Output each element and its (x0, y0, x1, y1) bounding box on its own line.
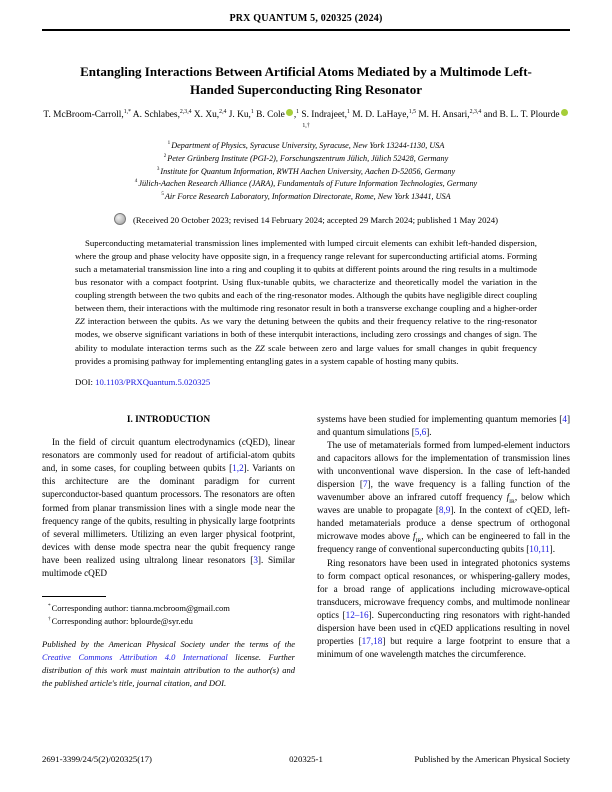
doi-link[interactable]: 10.1103/PRXQuantum.5.020325 (95, 376, 211, 387)
email-link[interactable]: tianna.mcbroom@gmail.com (130, 602, 230, 613)
footer-page-number: 020325-1 (289, 754, 323, 764)
footer-publisher: Published by the American Physical Society (414, 754, 570, 764)
author-list: T. McBroom-Carroll,$^{1,*}$ A. Schlabes,$^{2,3,4}$ X. Xu,$^{2,4}$ J. Ku,$^1$ B. Cole ,$^1$ S. Indrajeet,$^1$ M. D. LaHaye,$^{1,5}$ M. H. Ansari,$^{2,3,4}$ and B. L. T. Plourde$^{1,\dagger}$ (42, 108, 570, 136)
author-superscript: 1,† (302, 122, 310, 129)
math-base: f (412, 531, 416, 542)
citation-link[interactable]: 10,11 (529, 544, 550, 555)
author-superscript: 1 (346, 108, 350, 115)
citation-link[interactable]: 5,6 (414, 426, 427, 437)
citation-link[interactable]: 7 (362, 479, 368, 490)
citation-link[interactable]: 3 (253, 554, 258, 565)
page-footer (42, 754, 570, 764)
affiliation-number: 3 (156, 165, 160, 172)
math-subscript: IR (509, 499, 515, 506)
text-link[interactable]: Creative Commons Attribution 4.0 International (42, 652, 228, 663)
body-paragraph-ring-resonators: Ring resonators have been used in integrated photonics systems to form compact optical resonances, or whispering-gallery modes, for a broad range of applications including microwave-optical transducers, microwave frequency combs, and multimode nonlinear optics [12–16]. Superconducting ring resonators with right-handed dispersion have been used in cQED applications resulting in novel properties [17,18] but require a large footprint to ensure that a minimum of one wavelength matches the circumference. (317, 557, 570, 659)
intro-paragraph: In the field of circuit quantum electrodynamics (cQED), linear resonators are commonly used for readout of artificial-atom qubits and, in some cases, for coupling between qubits [1,2]. Variants on this architecture are the dominant paradigm for current superconductor-based quantum processors. The resonators are often formed from planar transmission lines with a single mode near the frequency range of the qubits, resulting in physically large footprints of several millimeters. Utilizing an even larger physical footprint, devices with dense mode spectra near the qubit frequency range have been realized using ultralong linear resonators [3]. Similar multimode cQED (42, 437, 295, 578)
math-symbol (412, 531, 422, 545)
footer-issn: 2691-3399/24/5(2)/020325(17) (42, 754, 152, 764)
footnote-block (42, 596, 295, 690)
received-line (42, 213, 570, 225)
affiliation-number: 2 (163, 153, 167, 160)
footnote-star (42, 602, 295, 615)
citation-link[interactable]: 12–16 (345, 609, 369, 620)
license-notice: Published by the American Physical Society under the terms of the Creative Commons Attribution 4.0 International license. Further distribution of this work must maintain attribution to the author(s) and the published article's title, journal citation, and DOI. (42, 639, 295, 688)
italic-text: ZZ (255, 342, 265, 353)
journal-header-text: PRX QUANTUM 5, 020325 (2024) (229, 13, 383, 24)
email-link[interactable]: bplourde@syr.edu (130, 615, 193, 626)
journal-header (42, 0, 570, 31)
citation-link[interactable]: 8,9 (438, 505, 451, 516)
citation-link[interactable]: 17,18 (361, 635, 383, 646)
citation-link[interactable]: 4 (562, 413, 567, 424)
left-column (42, 413, 295, 690)
italic-text: ZZ (75, 316, 85, 327)
affiliation-1 (42, 140, 570, 153)
affiliation-text: Jülich-Aachen Research Alliance (JARA), Fundamentals of Future Information Technologies, Germany (138, 179, 478, 189)
author-superscript: 1 (296, 108, 300, 115)
footnote-rule (42, 596, 106, 597)
affiliation-text: Institute for Quantum Information, RWTH Aachen University, Aachen D-52056, Germany (160, 166, 456, 176)
header-rule (42, 29, 570, 31)
author-superscript: 2,3,4 (469, 108, 482, 115)
body-paragraph-continuation: systems have been studied for implementing quantum memories [4] and quantum simulations [5,6]. (317, 413, 570, 437)
orcid-icon[interactable] (286, 109, 293, 116)
footnote-text: Corresponding author: (51, 615, 131, 626)
footnote-dagger (42, 615, 295, 628)
math-base: f (506, 492, 510, 503)
section-heading-introduction: I. INTRODUCTION (126, 414, 211, 425)
abstract-paragraph: Superconducting metamaterial transmission lines implemented with lumped circuit elements can exhibit left-handed dispersion, where the group and phase velocity have opposite sign, in a frequency range relevant for superconducting artificial atoms. Forming such a metamaterial transmission line into a ring and coupling it to qubits at different points around the ring results in a multimode bus resonator with a compact footprint. Using flux-tunable qubits, we characterize and theoretically model the variation in the coupling strength between the two qubits and each of the ring-resonator modes. Although the qubits have negligible direct coupling between them, their interactions with the multimode ring resonator result in both a transverse exchange coupling and a higher-order ZZ interaction between the qubits. As we vary the detuning between the qubits and their frequency relative to the ring-resonator modes, we observe significant variations in both of these interqubit interactions, including zero crossings and changes of sign. The ability to modulate interaction terms such as the ZZ scale between zero and large values for small changes in qubit frequency provides a promising pathway for implementing entangling gates in a system capable of hosting many qubits. (75, 237, 537, 366)
citation-link[interactable]: 1,2 (232, 463, 244, 474)
right-column (317, 413, 570, 690)
affiliation-text: Peter Grünberg Institute (PGI-2), Forschungszentrum Jülich, Jülich 52428, Germany (167, 153, 449, 163)
math-subscript: IR (415, 538, 422, 545)
doi-line (75, 377, 537, 387)
affiliation-list (42, 140, 570, 204)
affiliation-number: 1 (167, 140, 171, 147)
orcid-icon[interactable] (561, 109, 568, 116)
affiliation-5 (42, 191, 570, 204)
affiliation-3 (42, 166, 570, 179)
author-superscript: 1,5 (408, 108, 416, 115)
affiliation-number: 4 (134, 178, 138, 185)
footnote-text: Corresponding author: (51, 602, 131, 613)
author-superscript: 2,3,4 (179, 108, 192, 115)
affiliation-text: Department of Physics, Syracuse University, Syracuse, New York 13244-1130, USA (171, 141, 445, 151)
math-symbol (506, 492, 515, 506)
crossmark-icon[interactable] (114, 213, 126, 225)
affiliation-2 (42, 153, 570, 166)
footnote-marker-dagger: † (48, 615, 51, 622)
paper-title: Entangling Interactions Between Artificial Atoms Mediated by a Multimode Left-Handed Superconducting Ring Resonator (80, 64, 532, 97)
author-superscript: 2,4 (219, 108, 227, 115)
received-text: (Received 20 October 2023; revised 14 February 2024; accepted 29 March 2024; published 1 May 2024) (132, 214, 499, 225)
footnote-marker-star: * (48, 603, 51, 610)
author-superscript: 1 (250, 108, 254, 115)
affiliation-number: 5 (161, 191, 164, 198)
affiliation-4 (42, 178, 570, 191)
body-paragraph-metamaterials: The use of metamaterials formed from lumped-element inductors and capacitors allows for the implementation of transmission lines with unconventional wave dispersion. In the case of left-handed dispersion [7], the wave frequency is a falling function of the wavenumber above an infrared cutoff frequency $f_{IR}$, below which waves are unable to propagate [8,9]. In the context of cQED, left-handed metamaterials produce a dense spectrum of orthogonal microwave modes above $f_{IR}$, which can be engineered to fall in the frequency range of conventional superconducting qubits [10,11]. (317, 439, 570, 555)
doi-label: DOI: (75, 376, 96, 387)
affiliation-text: Air Force Research Laboratory, Information Directorate, Rome, New York 13441, USA (164, 191, 451, 201)
author-superscript: 1,* (123, 108, 131, 115)
two-column-body (42, 413, 570, 690)
